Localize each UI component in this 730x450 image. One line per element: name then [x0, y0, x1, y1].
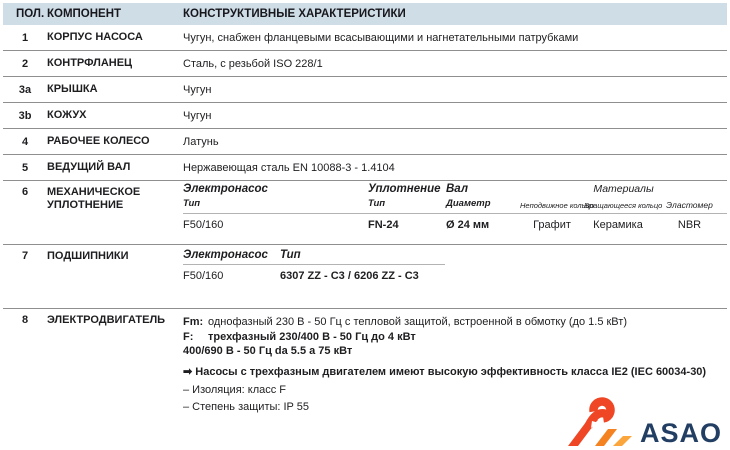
motor-f-text: трехфазный 230/400 В - 50 Гц до 4 кВт [208, 330, 416, 343]
header-component: КОМПОНЕНТ [47, 8, 122, 20]
row-component-line2: УПЛОТНЕНИЕ [47, 199, 124, 211]
seal-subtable [183, 181, 727, 244]
row-component [47, 181, 183, 212]
table-row-impeller [3, 129, 727, 155]
bearings-subtable [183, 245, 727, 308]
row-component: ВЕДУЩИЙ ВАЛ [47, 161, 131, 173]
seal-col-seal-sub: Тип [368, 198, 386, 209]
row-component: КОНТРФЛАНЕЦ [47, 57, 133, 69]
asao-logo-text: ASAO [639, 418, 722, 448]
row-position: 5 [21, 161, 29, 174]
motor-fm-text: однофазный 230 В - 50 Гц с тепловой защитой, встроенной в обмотку (до 1.5 кВт) [208, 316, 627, 328]
row-description: Чугун [183, 109, 212, 122]
header-characteristics: КОНСТРУКТИВНЫЕ ХАРАКТЕРИСТИКИ [183, 8, 406, 20]
row-description: Сталь, с резьбой ISO 228/1 [183, 57, 323, 70]
row-description: Нержавеющая сталь EN 10088-3 - 1.4104 [183, 161, 395, 174]
bearings-val-pump: F50/160 [183, 270, 224, 282]
row-component: КОЖУХ [47, 109, 87, 121]
table-row-counterflange [3, 51, 727, 77]
table-row-mechanical-seal [3, 181, 727, 245]
motor-note-text: Насосы с трехфазным двигателем имеют высокую эффективность класса IE2 (IEC 60034-30) [195, 365, 707, 378]
table-header [3, 3, 727, 25]
arrow-right-icon: ➡ [183, 365, 193, 378]
seal-val-pump: F50/160 [183, 219, 224, 231]
row-description: Латунь [183, 135, 219, 148]
table-row-casing [3, 103, 727, 129]
row-component: ПОДШИПНИКИ [47, 250, 129, 262]
row-component: КОРПУС НАСОСА [47, 31, 143, 43]
row-position: 1 [21, 31, 29, 44]
bearings-val-type: 6307 ZZ - C3 / 6206 ZZ - C3 [280, 270, 419, 282]
seal-col-rotating: Вращающееся кольцо [584, 201, 663, 210]
row-description: Чугун, снабжен фланцевыми всасывающими и нагнетательными патрубками [183, 31, 579, 44]
motor-three-phase [183, 330, 727, 345]
row-position: 8 [21, 314, 29, 326]
motor-f-label: F: [183, 330, 194, 343]
motor-insulation: – Изоляция: класс F [183, 383, 287, 396]
seal-col-stationary: Неподвижное кольцо [520, 201, 595, 210]
motor-single-phase [183, 315, 727, 330]
table-row-bearings [3, 245, 727, 309]
table-row-cover [3, 77, 727, 103]
row-component: ЭЛЕКТРОДВИГАТЕЛЬ [47, 314, 166, 326]
asao-swan-icon [565, 397, 635, 449]
motor-three-phase-2: 400/690 В - 50 Гц da 5.5 a 75 кВт [183, 345, 353, 357]
motor-protection: – Степень защиты: IP 55 [183, 400, 309, 413]
seal-val-elastomer: NBR [677, 219, 702, 231]
row-component: РАБОЧЕЕ КОЛЕСО [47, 135, 150, 147]
seal-col-materials: Материалы [593, 183, 654, 195]
bearings-col-pump: Электронасос [183, 249, 268, 261]
seal-val-rotating: Керамика [593, 219, 643, 231]
seal-val-stationary: Графит [533, 219, 571, 231]
bearings-col-type: Тип [280, 249, 301, 261]
row-position: 7 [21, 250, 29, 262]
row-position: 6 [21, 186, 29, 198]
row-description: Чугун [183, 83, 212, 96]
row-component: КРЫШКА [47, 83, 98, 95]
motor-fm-label: Fm: [183, 316, 204, 328]
seal-col-elastomer: Эластомер [666, 200, 713, 210]
header-position: ПОЛ. [16, 8, 45, 20]
row-position: 4 [21, 135, 29, 148]
seal-col-shaft: Вал [446, 183, 468, 195]
row-component-line1: МЕХАНИЧЕСКОЕ [47, 186, 141, 198]
seal-col-pump: Электронасос [183, 183, 268, 195]
row-position: 3a [18, 83, 32, 96]
seal-val-shaft: Ø 24 мм [446, 219, 490, 231]
seal-col-shaft-sub: Диаметр [446, 198, 491, 209]
row-position: 2 [21, 57, 29, 70]
table-row-drive-shaft [3, 155, 727, 181]
asao-logo [565, 397, 722, 449]
seal-col-pump-sub: Тип [183, 198, 201, 209]
seal-val-seal: FN-24 [368, 219, 399, 231]
seal-col-seal: Уплотнение [368, 183, 441, 195]
table-body [3, 25, 727, 450]
motor-efficiency-note [183, 365, 720, 380]
table-row-pump-body [3, 25, 727, 51]
row-position: 3b [18, 109, 32, 122]
